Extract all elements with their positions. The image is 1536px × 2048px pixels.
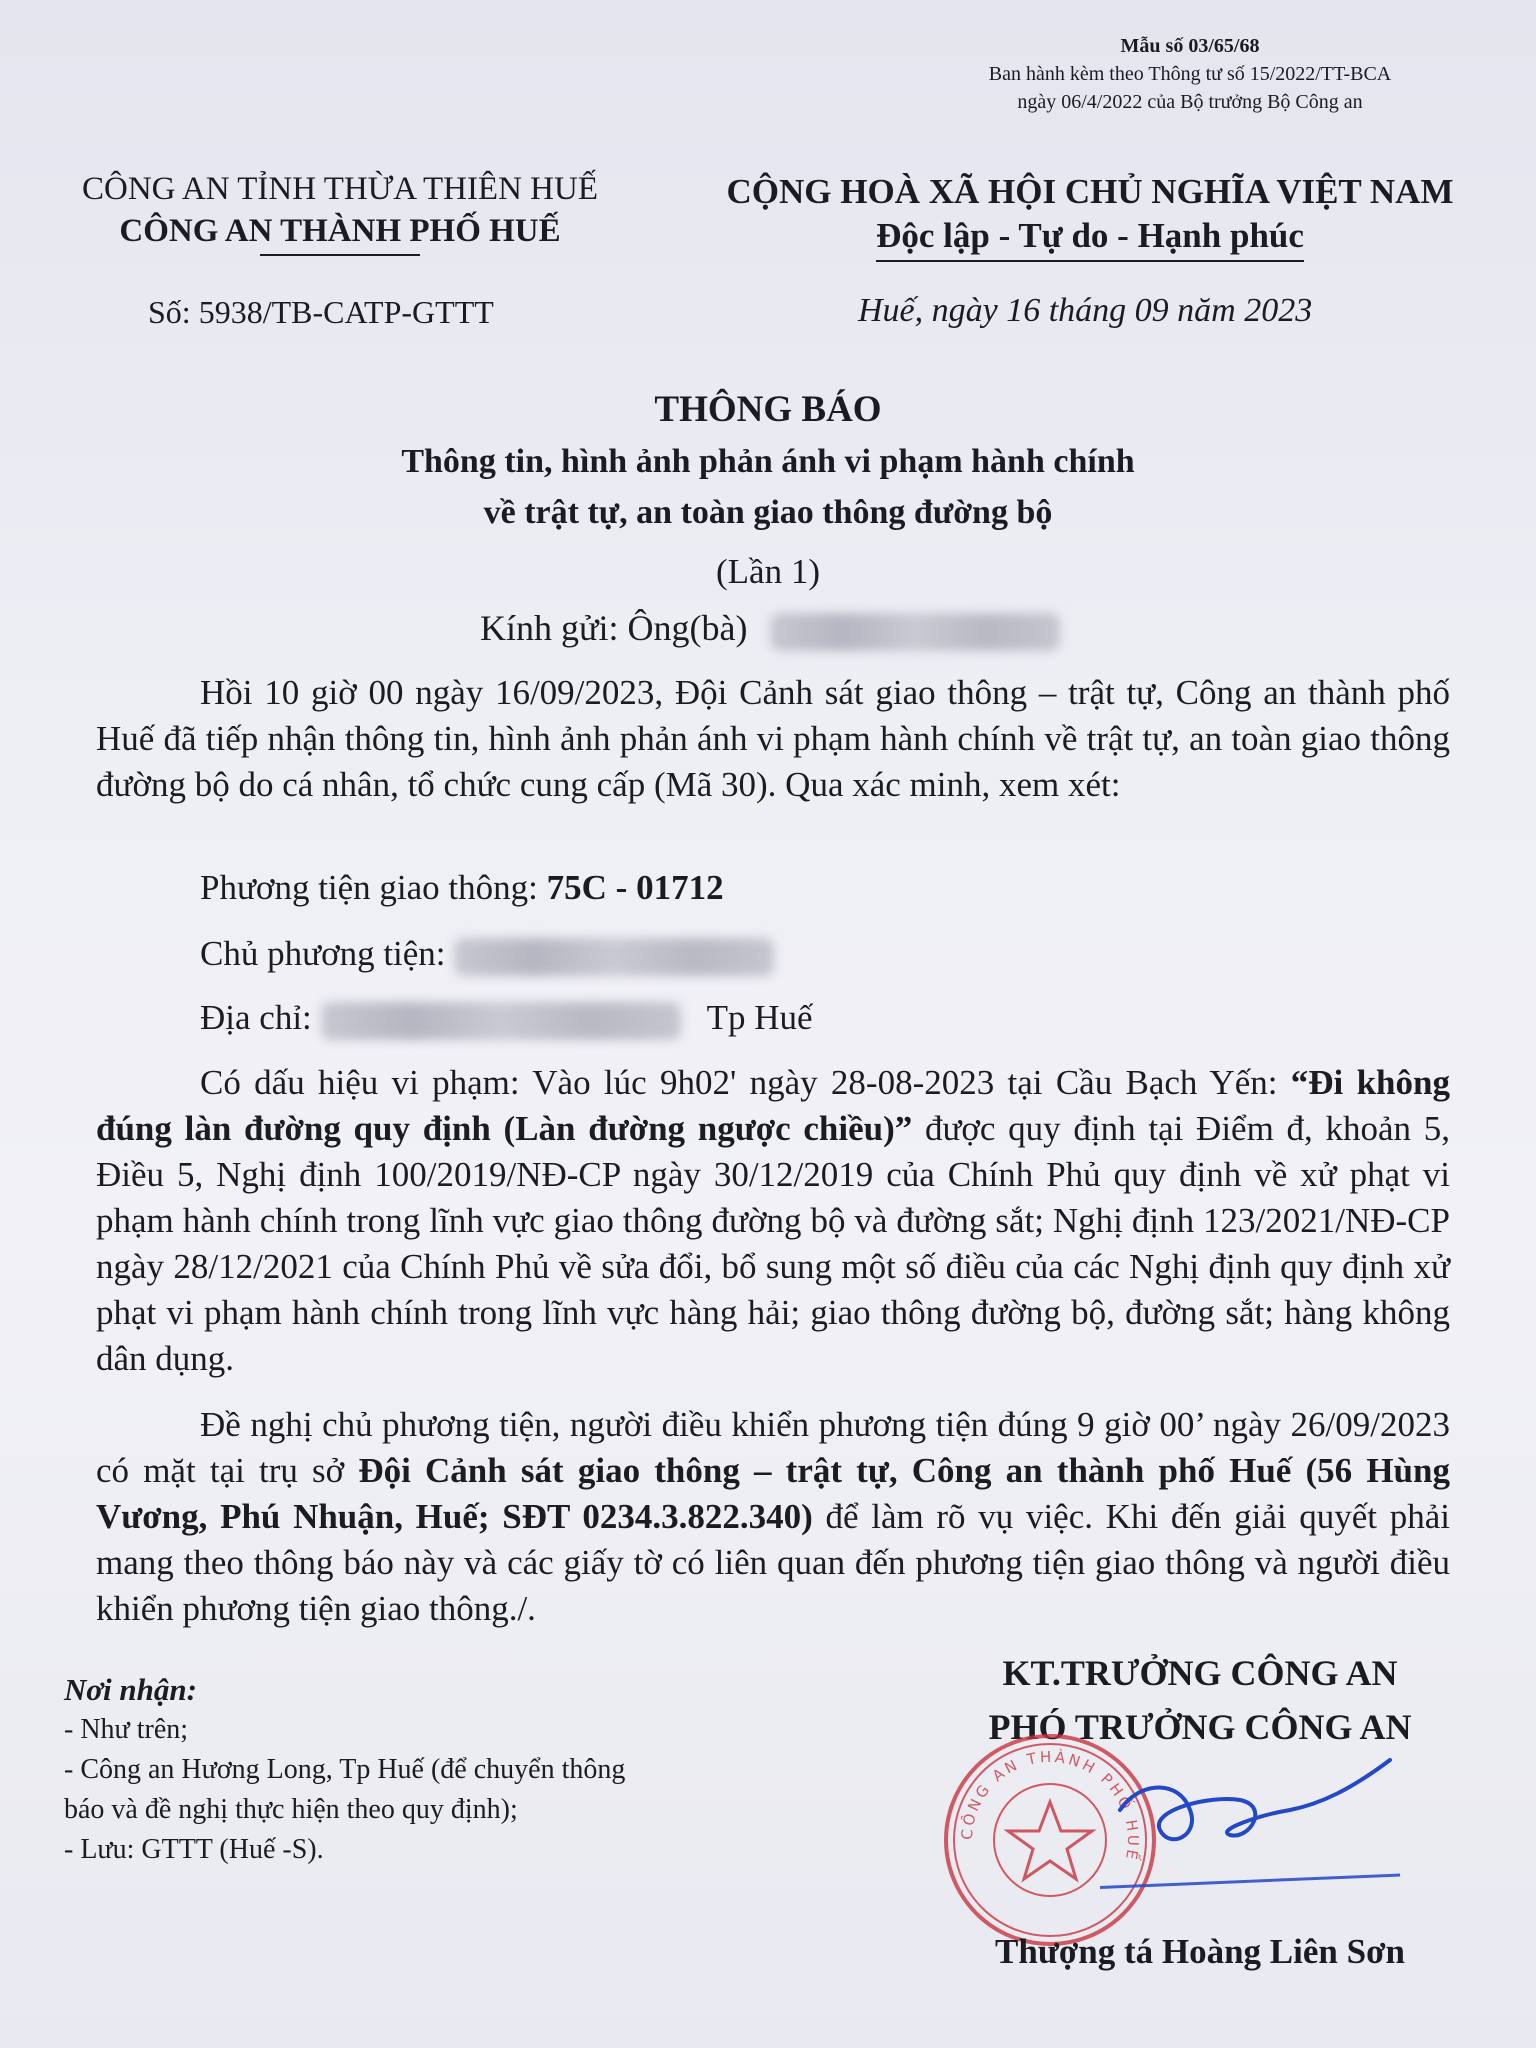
vehicle-plate-line	[200, 868, 724, 908]
recipient-item: - Lưu: GTTT (Huế -S).	[64, 1834, 324, 1865]
place-date: Huế, ngày 16 tháng 09 năm 2023	[858, 292, 1313, 329]
request-lead: Đề nghị chủ phương tiện, người điều khiển phương tiện đúng 9 giờ 00’ ngày 26/09/2023 có mặt tại trụ sở	[96, 1405, 1450, 1490]
form-issued-by: Ban hành kèm theo Thông tư số 15/2022/TT-BCA	[988, 63, 1392, 85]
recipient-item: - Công an Hương Long, Tp Huế (để chuyển thông	[64, 1754, 626, 1785]
redacted-recipient-name	[770, 613, 1060, 651]
address-city: Tp Huế	[706, 998, 813, 1037]
nation-name: CỘNG HOÀ XÃ HỘI CHỦ NGHĨA VIỆT NAM	[726, 172, 1454, 211]
handwritten-signature	[1100, 1740, 1400, 1900]
request-office: Đội Cảnh sát giao thông – trật tự, Công an thành phố Huế (56 Hùng Vương, Phú Nhuận, Huế; SĐT 0234.3.822.340)	[96, 1451, 1450, 1536]
nation-motto: Độc lập - Tự do - Hạnh phúc	[876, 214, 1304, 262]
stamp-text: CÔNG AN THÀNH PHỐ HUẾ	[957, 1747, 1143, 1864]
signer-name: Thượng tá Hoàng Liên Sơn	[995, 1932, 1405, 1971]
paragraph-request	[96, 1402, 1450, 1632]
agency-underline	[260, 254, 420, 256]
form-code: Mẫu số 03/65/68	[1120, 35, 1260, 57]
intro-text: Hồi 10 giờ 00 ngày 16/09/2023, Đội Cảnh sát giao thông – trật tự, Công an thành phố Huế đã tiếp nhận thông tin, hình ảnh phản ánh vi phạm hành chính về trật tự, an toàn giao thông đường bộ do cá nhân, tổ chức cung cấp (Mã 30). Qua xác minh, xem xét:	[96, 673, 1450, 804]
paragraph-intro	[96, 670, 1450, 808]
sign-line-2: PHÓ TRƯỞNG CÔNG AN	[988, 1707, 1412, 1747]
greeting-label: Kính gửi: Ông(bà)	[480, 608, 748, 648]
violation-lead: Có dấu hiệu vi phạm: Vào lúc 9h02' ngày 28-08-2023 tại Cầu Bạch Yến:	[200, 1063, 1291, 1102]
sign-line-1: KT.TRƯỞNG CÔNG AN	[1002, 1653, 1398, 1693]
document-number: Số: 5938/TB-CATP-GTTT	[148, 294, 494, 330]
form-reference	[910, 32, 1470, 116]
vehicle-label: Phương tiện giao thông:	[200, 868, 547, 907]
issuing-agency	[40, 168, 640, 256]
recipient-item: - Như trên;	[64, 1714, 189, 1745]
redacted-address	[321, 1002, 681, 1040]
document-title: THÔNG BÁO	[654, 389, 882, 430]
national-header	[690, 170, 1490, 262]
request-rest: để làm rõ vụ việc. Khi đến giải quyết phải mang theo thông báo này và các giấy tờ có liên quan đến phương tiện giao thông và người điều khiển phương tiện giao thông./.	[96, 1497, 1450, 1628]
vehicle-owner-line	[200, 934, 774, 976]
greeting	[480, 607, 1060, 651]
recipients-heading: Nơi nhận:	[64, 1672, 197, 1707]
recipients-block	[64, 1670, 854, 1870]
violation-legal-basis: được quy định tại Điểm đ, khoản 5, Điều 5, Nghị định 100/2019/NĐ-CP ngày 30/12/2019 của Chính Phủ quy định về xử phạt vi phạm hành chính trong lĩnh vực giao thông đường bộ và đường sắt; Nghị định 123/2021/NĐ-CP ngày 28/12/2021 của Chính Phủ về sửa đổi, bổ sung một số điều của các Nghị định quy định xử phạt vi phạm hành chính trong lĩnh vực hàng hải; giao thông đường bộ, đường sắt; hàng không dân dụng.	[96, 1109, 1450, 1378]
form-issued-date: ngày 06/4/2022 của Bộ trưởng Bộ Công an	[1017, 91, 1363, 113]
redacted-owner-name	[454, 938, 774, 976]
vehicle-plate: 75C - 01712	[546, 868, 724, 907]
issue-number: (Lần 1)	[716, 552, 820, 591]
vehicle-address-line	[200, 998, 813, 1040]
agency-parent: CÔNG AN TỈNH THỪA THIÊN HUẾ	[81, 171, 598, 207]
address-label: Địa chỉ:	[200, 998, 321, 1037]
recipient-item-continued: báo và đề nghị thực hiện theo quy định);	[64, 1794, 518, 1825]
document-subtitle-1: Thông tin, hình ảnh phản ánh vi phạm hành chính	[401, 443, 1135, 480]
violation-description: “Đi không đúng làn đường quy định (Làn đường ngược chiều)”	[96, 1063, 1450, 1148]
paragraph-violation	[96, 1060, 1450, 1382]
document-subtitle-2: về trật tự, an toàn giao thông đường bộ	[483, 494, 1053, 531]
owner-label: Chủ phương tiện:	[200, 934, 455, 973]
agency-unit: CÔNG AN THÀNH PHỐ HUẾ	[119, 213, 561, 249]
